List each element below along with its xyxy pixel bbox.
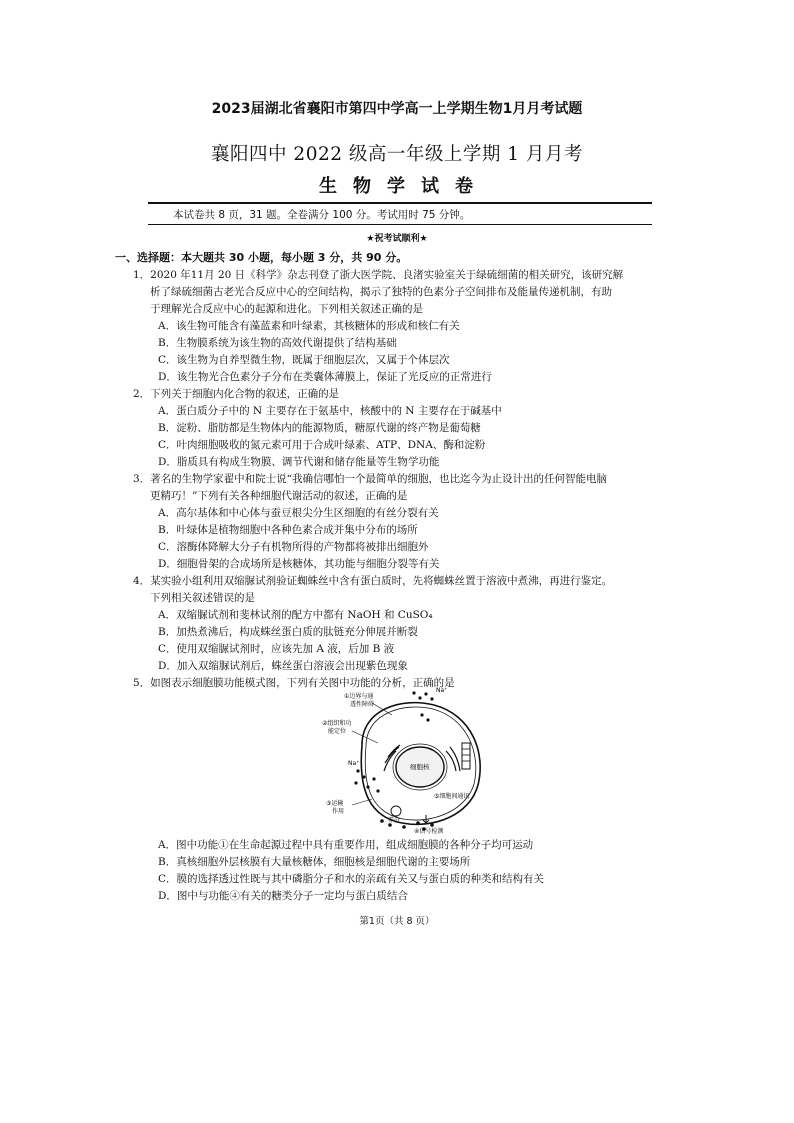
question-1-option-b: B．生物膜系统为该生物的高效代谢提供了结构基础 <box>158 337 397 349</box>
question-3-line-1: 3．著名的生物学家翟中和院士说“我确信哪怕一个最简单的细胞，也比迄今为止设计出的任何智能电脑 <box>133 473 608 485</box>
question-3-option-b: B．叶绿体是植物细胞中各种色素合成并集中分布的场所 <box>158 524 418 536</box>
question-1-line-1: 1．2020 年11月 20 日《科学》杂志刊登了浙大医学院、良渚实验室关于绿硫细菌的相关研究，该研究解 <box>133 269 624 281</box>
question-1-line-3: 于理解光合反应中心的起源和进化。下列相关叙述正确的是 <box>150 303 423 315</box>
cell-membrane-diagram <box>322 687 490 834</box>
document-title: 2023届湖北省襄阳市第四中学高一上学期生物1月月考试题 <box>211 101 583 117</box>
good-luck-line: ★祝考试顺利★ <box>366 234 428 244</box>
question-5-option-b: B．真核细胞外层核膜有大量核糖体，细胞核是细胞代谢的主要场所 <box>158 856 471 868</box>
question-1-option-d: D．该生物光合色素分子分布在类囊体薄膜上，保证了光反应的正常进行 <box>158 371 492 383</box>
question-2-option-b: B．淀粉、脂肪都是生物体内的能源物质，糖原代谢的终产物是葡萄糖 <box>158 422 481 434</box>
question-3-option-c: C．溶酶体降解大分子有机物所得的产物都将被排出细胞外 <box>158 541 429 553</box>
question-4-line-2: 下列相关叙述错误的是 <box>150 592 255 604</box>
question-4-option-c: C．使用双缩脲试剂时，应该先加 A 液，后加 B 液 <box>158 643 395 655</box>
section-title: 一、选择题：本大题共 30 小题，每小题 3 分，共 90 分。 <box>115 251 408 264</box>
label-organization: ②组织和功 <box>322 720 352 727</box>
top-rule <box>148 202 652 204</box>
label-communication: ⑤细胞间通讯 <box>434 793 470 800</box>
subject-title: 生物学试卷 <box>319 176 489 197</box>
question-3-option-a: A．高尔基体和中心体与蚕豆根尖分生区细胞的有丝分裂有关 <box>158 507 439 519</box>
exam-title: 襄阳四中 2022 级高一年级上学期 1 月月考 <box>211 144 583 165</box>
label-na-left: Na⁺ <box>348 760 360 767</box>
label-na-top: Na⁺ <box>436 687 448 694</box>
label-transport-b: 作用 <box>332 808 345 815</box>
label-organization-b: 能定位 <box>328 728 347 735</box>
question-2-option-a: A．蛋白质分子中的 N 主要存在于氨基中，核酸中的 N 主要存在于碱基中 <box>158 405 502 417</box>
exam-notice: 本试卷共 8 页，31 题。全卷满分 100 分。考试用时 75 分钟。 <box>173 209 471 221</box>
question-5-option-a: A．图中功能①在生命起源过程中具有重要作用，组成细胞膜的各种分子均可运动 <box>158 839 534 851</box>
question-5-option-c: C．膜的选择透过性既与其中磷脂分子和水的亲疏有关又与蛋白质的种类和结构有关 <box>158 873 545 885</box>
question-1-option-c: C．该生物为自养型微生物，既属于细胞层次，又属于个体层次 <box>158 354 450 366</box>
bottom-rule <box>148 224 652 225</box>
question-4-option-d: D．加入双缩脲试剂后，蛛丝蛋白溶液会出现紫色现象 <box>158 660 408 672</box>
question-1-line-2: 析了绿硫细菌古老光合反应中心的空间结构，揭示了独特的色素分子空间排布及能量传递机制，有助 <box>150 286 612 298</box>
question-1-option-a: A．该生物可能含有藻蓝素和叶绿素，其核糖体的形成和核仁有关 <box>158 320 460 332</box>
label-secretion: 养分 <box>388 817 401 824</box>
question-5-line-1: 5．如图表示细胞膜功能模式图，下列有关图中功能的分析，正确的是 <box>133 677 455 689</box>
label-boundary-b: 透性障碍 <box>350 701 375 708</box>
question-2-option-d: D．脂质具有构成生物膜、调节代谢和储存能量等生物学功能 <box>158 456 440 468</box>
label-nucleus: 细胞核 <box>410 763 430 771</box>
label-boundary: ①边界与通 <box>344 693 374 700</box>
label-transport: ③运输 <box>326 800 344 807</box>
page-footer: 第1页（共 8 页） <box>359 916 435 927</box>
question-2-line-1: 2．下列关于细胞内化合物的叙述，正确的是 <box>133 388 340 400</box>
question-4-option-a: A．双缩脲试剂和斐林试剂的配方中都有 NaOH 和 CuSO₄ <box>158 609 433 621</box>
question-4-option-b: B．加热煮沸后，构成蛛丝蛋白质的肽链充分伸展并断裂 <box>158 626 418 638</box>
label-signal: ④信号检测 <box>414 828 444 834</box>
question-2-option-c: C．叶肉细胞吸收的氮元素可用于合成叶绿素、ATP、DNA、酶和淀粉 <box>158 439 486 451</box>
question-4-line-1: 4．某实验小组利用双缩脲试剂验证蜘蛛丝中含有蛋白质时，先将蜘蛛丝置于溶液中煮沸，再进行鉴定。 <box>133 575 613 587</box>
question-3-line-2: 更精巧！”下列有关各种细胞代谢活动的叙述，正确的是 <box>150 490 408 502</box>
question-3-option-d: D．细胞骨架的合成场所是核糖体，其功能与细胞分裂等有关 <box>158 558 440 570</box>
question-5-option-d: D．图中与功能④有关的糖类分子一定均与蛋白质结合 <box>158 890 408 902</box>
